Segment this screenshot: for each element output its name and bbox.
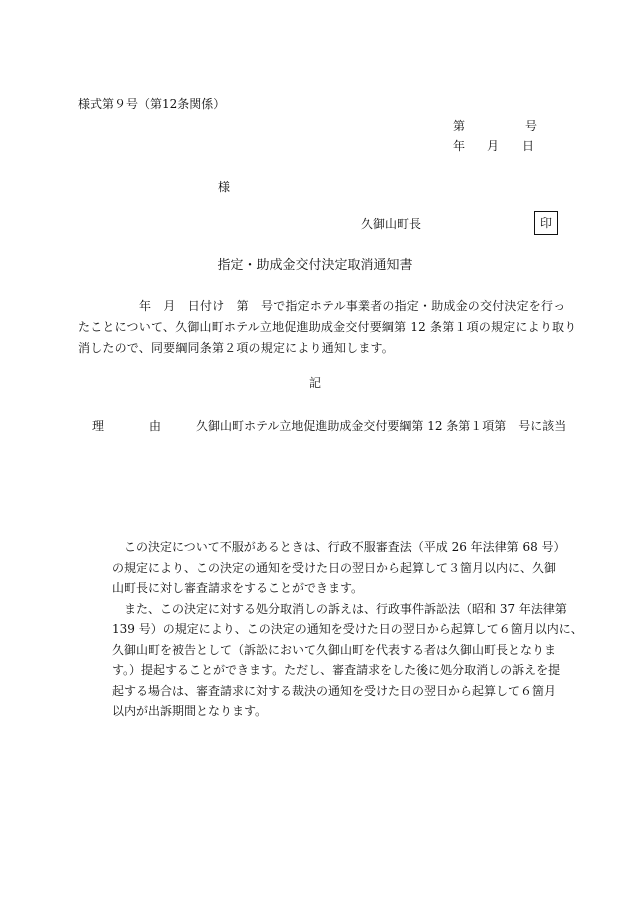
notice-line: この決定について不服があるときは、行政不服審査法（平成 26 年法律第 68 号）: [112, 540, 566, 554]
document-number-prefix: 第: [453, 119, 466, 133]
reason-label-first-char: 理: [92, 419, 105, 433]
document-title: 指定・助成金交付決定取消通知書: [217, 258, 413, 273]
body-line: たことについて、久御山町ホテル立地促進助成金交付要綱第 12 条第１項の規定により取り: [78, 320, 577, 334]
date-year-label: 年: [453, 139, 466, 153]
addressee-honorific: 様: [218, 180, 231, 194]
issuer-name: 久御山町長: [361, 217, 422, 231]
body-paragraph: [78, 296, 577, 359]
document-number-suffix: 号: [525, 119, 538, 133]
notice-line: 山町長に対し審査請求をすることができます。: [112, 581, 364, 595]
body-line: 年 月 日付け 第 号で指定ホテル事業者の指定・助成金の交付決定を行っ: [78, 299, 566, 313]
notice-paragraph-lawsuit: [112, 599, 583, 722]
notice-line: 久御山町を被告として（訴訟において久御山町を代表する者は久御山町長となりま: [112, 642, 557, 657]
date-day-label: 日: [522, 139, 535, 153]
date-month-label: 月: [487, 139, 500, 153]
notice-line: また、この決定に対する処分取消しの訴えは、行政事件訴訟法（昭和 37 年法律第: [112, 601, 567, 616]
appeal-notice: [112, 537, 583, 722]
form-label: 様式第９号（第12条関係）: [78, 97, 226, 111]
notice-line: の規定により、この決定の通知を受けた日の翌日から起算して３箇月以内に、久御: [112, 560, 557, 575]
notice-line: 139 号）の規定により、この決定の通知を受けた日の翌日から起算して６箇月以内に、: [112, 622, 583, 636]
ki-heading: 記: [308, 376, 321, 390]
seal-box: 印: [534, 211, 558, 235]
reason-text: 久御山町ホテル立地促進助成金交付要綱第 12 条第１項第 号に該当: [196, 419, 567, 433]
notice-line: 起する場合は、審査請求に対する裁決の通知を受けた日の翌日から起算して６箇月: [112, 683, 557, 698]
reason-label-second-char: 由: [149, 419, 162, 433]
notice-line: 以内が出訴期間となります。: [112, 704, 268, 718]
notice-line: す。）提起することができます。ただし、審査請求をした後に処分取消しの訴えを提: [112, 663, 561, 677]
body-line: 消したので、同要綱同条第２項の規定により通知します。: [78, 341, 395, 355]
notice-paragraph-review: [112, 537, 566, 599]
